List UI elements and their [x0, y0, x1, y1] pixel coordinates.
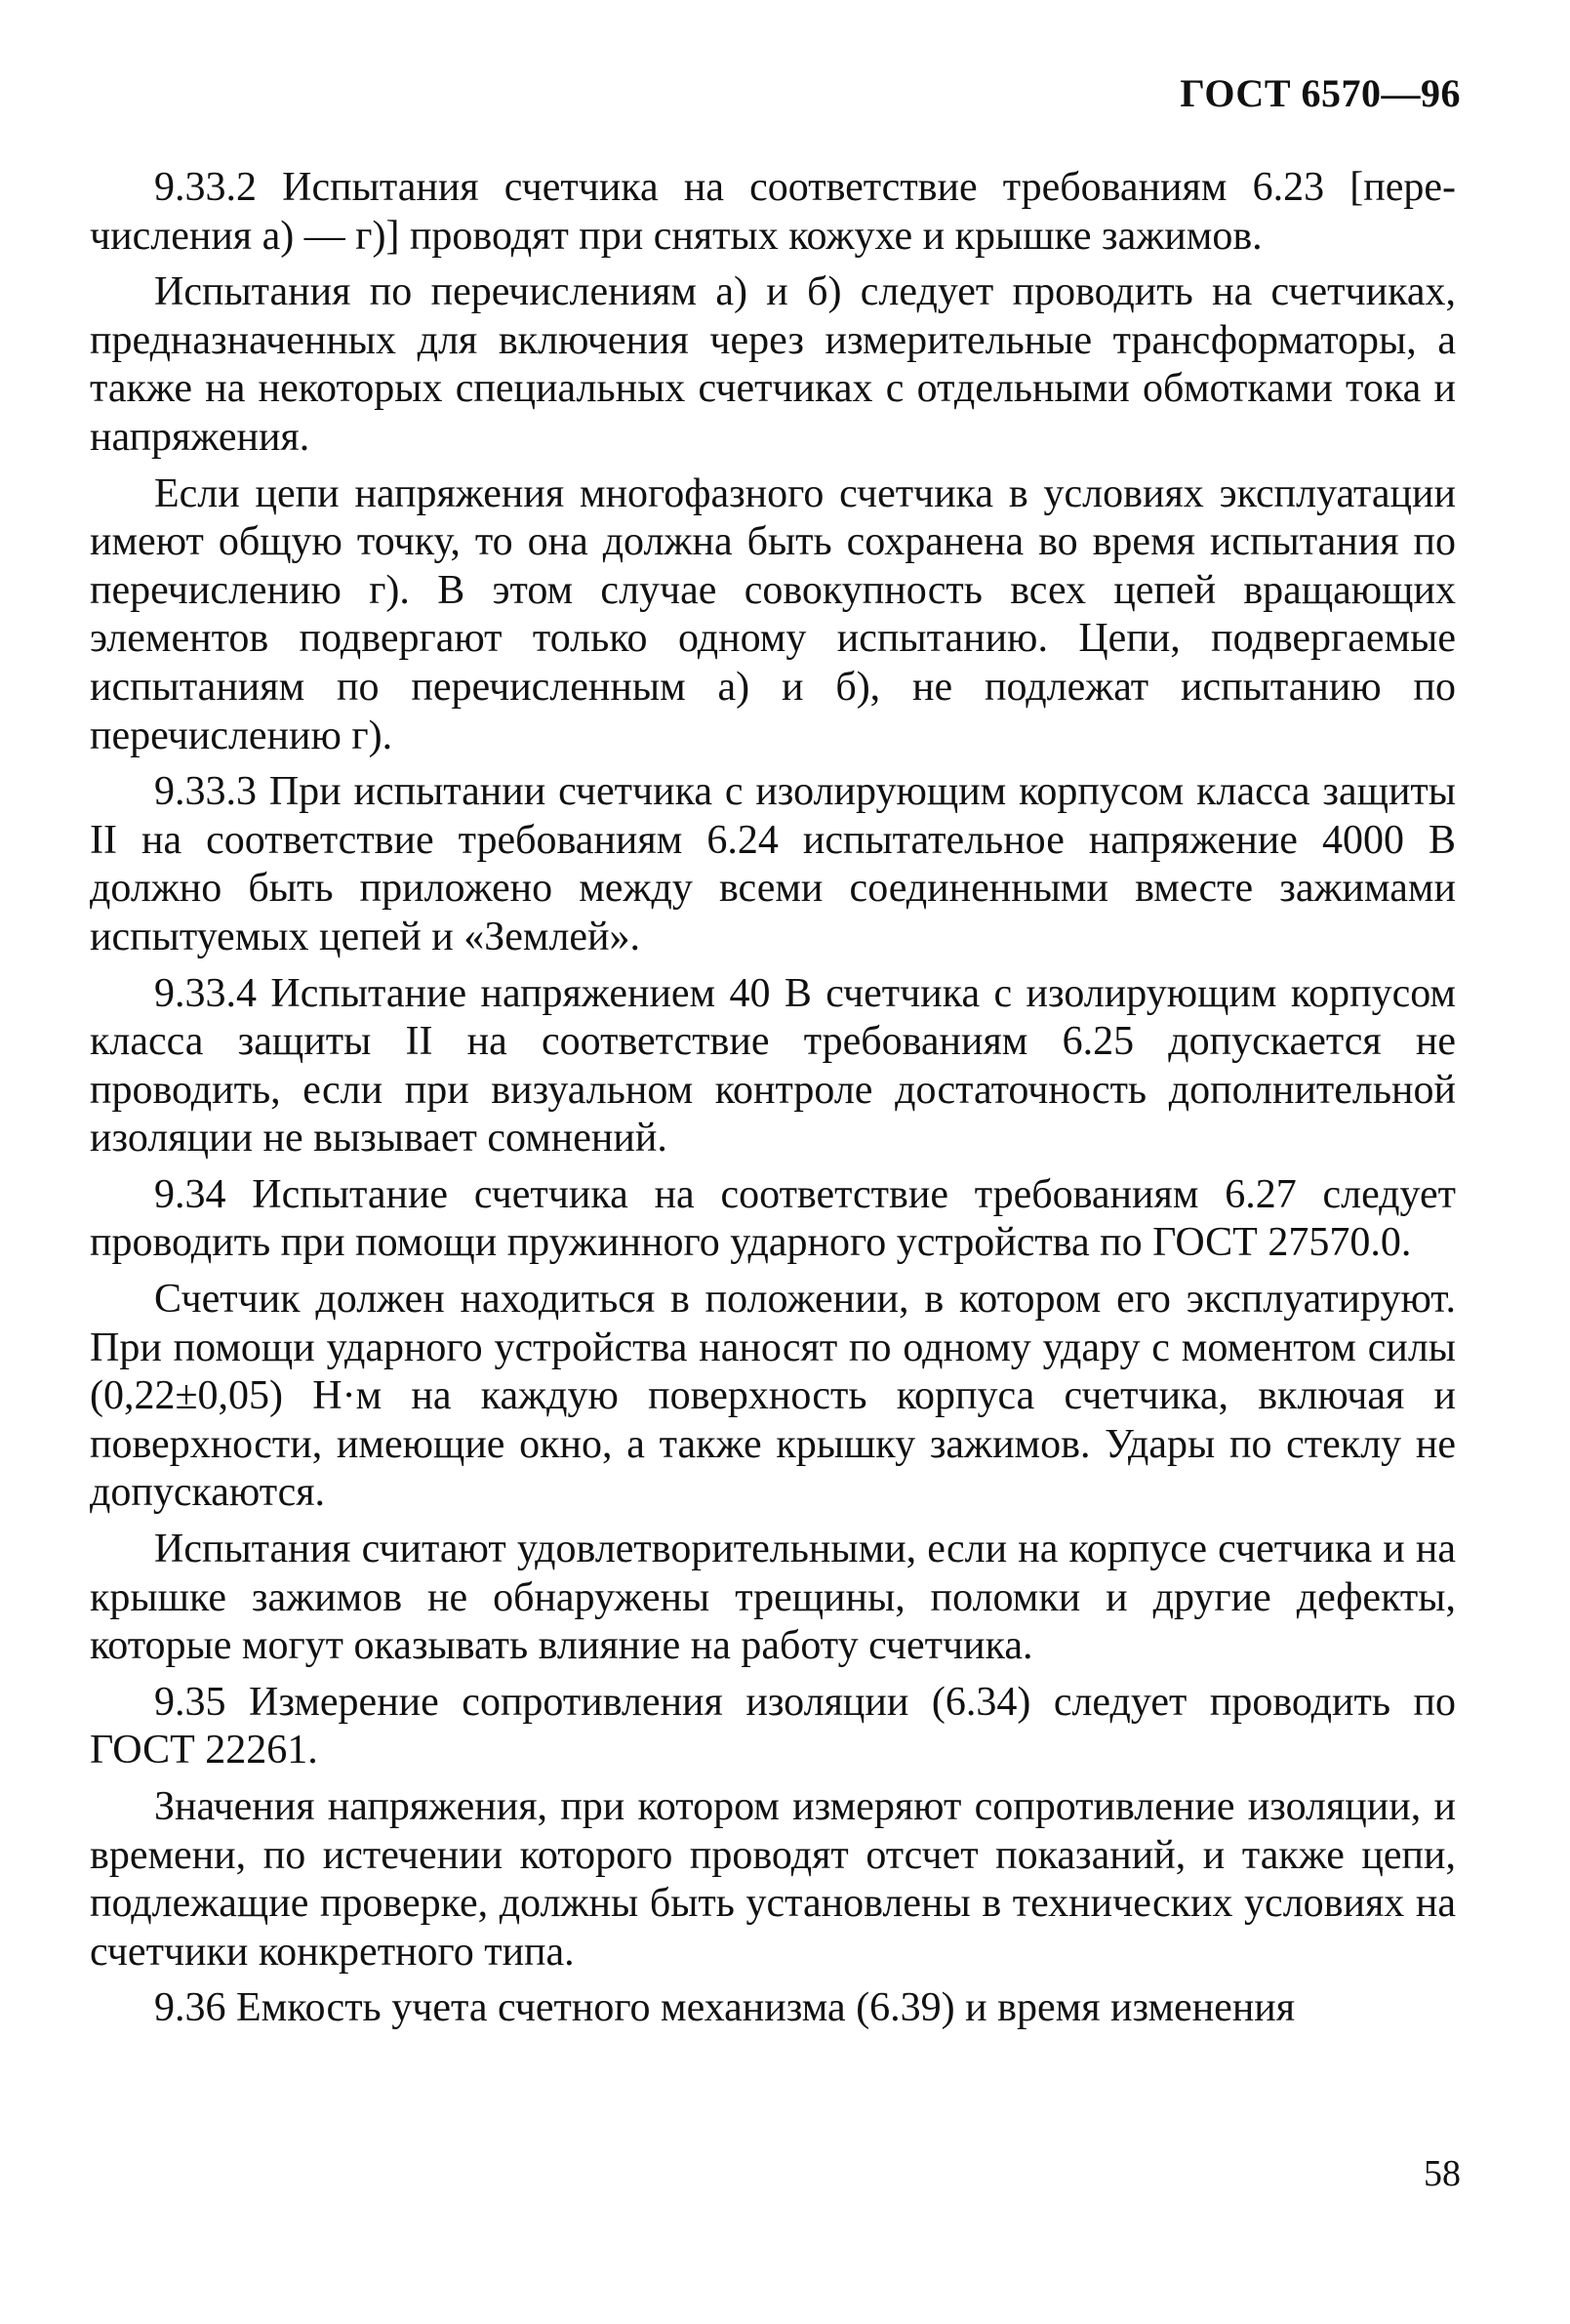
paragraph-9-36: 9.36 Емкость учета счетного механизма (6.39) и время изменения	[154, 1985, 1296, 2031]
page-number: 58	[1424, 2153, 1461, 2194]
document-body	[90, 164, 1456, 2041]
document-code-header: ГОСТ 6570—96	[1180, 71, 1461, 115]
paragraph-9-34: 9.34 Испытание счетчика на соответствие требованиям 6.27 следует проводить при помощи пружинного ударного устройства по ГОСТ 27570.0.	[90, 1171, 1456, 1266]
paragraph-polyphase-circuits: Если цепи напряжения многофазного счетчика в условиях эксплуатации имеют общую точку, то она должна быть сохранена во время испытания по перечислению г). В этом случае совокупность всех цепей вращающих элементов подвергают только одному испытанию. Цепи, подвергаемые испытаниям по перечисленным а) и б), не подлежат испытанию по перечислению г).	[90, 470, 1456, 758]
paragraph-insulation-values: Значения напряжения, при котором измеряют сопротивление изоляции, и времени, по истечении которого проводят отсчет показаний, и также цепи, подлежащие проверке, должны быть установлены в технических условиях на счетчики конкретного типа.	[90, 1784, 1456, 1975]
paragraph-9-33-4: 9.33.4 Испытание напряжением 40 В счетчика с изолирующим корпусом класса защиты II на соответствие требованиям 6.25 допускается не проводить, если при визуальном контроле достаточность дополнительной изоляции не вызывает сомнений.	[90, 970, 1456, 1162]
paragraph-impact-procedure: Счетчик должен находиться в положении, в котором его эксплуатируют. При помощи ударного устройства наносят по одному удару с моментом силы (0,22±0,05) Н·м на каждую поверхность корпуса счетчика, включая и поверхности, имеющие окно, а также крышку зажимов. Удары по стеклу не допускаются.	[90, 1277, 1456, 1516]
paragraph-impact-criteria: Испытания считают удовлетворительными, если на корпусе счетчика и на крышке зажимов не обнаружены трещины, поломки и другие дефекты, которые могут оказывать влияние на работу счетчика.	[90, 1527, 1456, 1669]
paragraph-9-35: 9.35 Измерение сопротивления изоляции (6.34) следует проводить по ГОСТ 22261.	[90, 1679, 1456, 1774]
paragraph-tests-a-b: Испытания по перечислениям а) и б) следует проводить на счетчиках, предназначенных для включения через измерительные трансформаторы, а также на некоторых специальных счетчиках с отдельными обмотками тока и напряжения.	[90, 269, 1456, 460]
paragraph-9-33-2: 9.33.2 Испытания счетчика на соответствие требованиям 6.23 [перечисления а) — г)] проводят при снятых кожухе и крышке зажимов.	[90, 165, 1456, 259]
paragraph-9-33-3: 9.33.3 При испытании счетчика с изолирующим корпусом класса защиты II на соответствие требованиям 6.24 испытательное напряжение 4000 В должно быть приложено между всеми соединенными вместе зажимами испытуемых цепей и «Землей».	[90, 769, 1456, 959]
